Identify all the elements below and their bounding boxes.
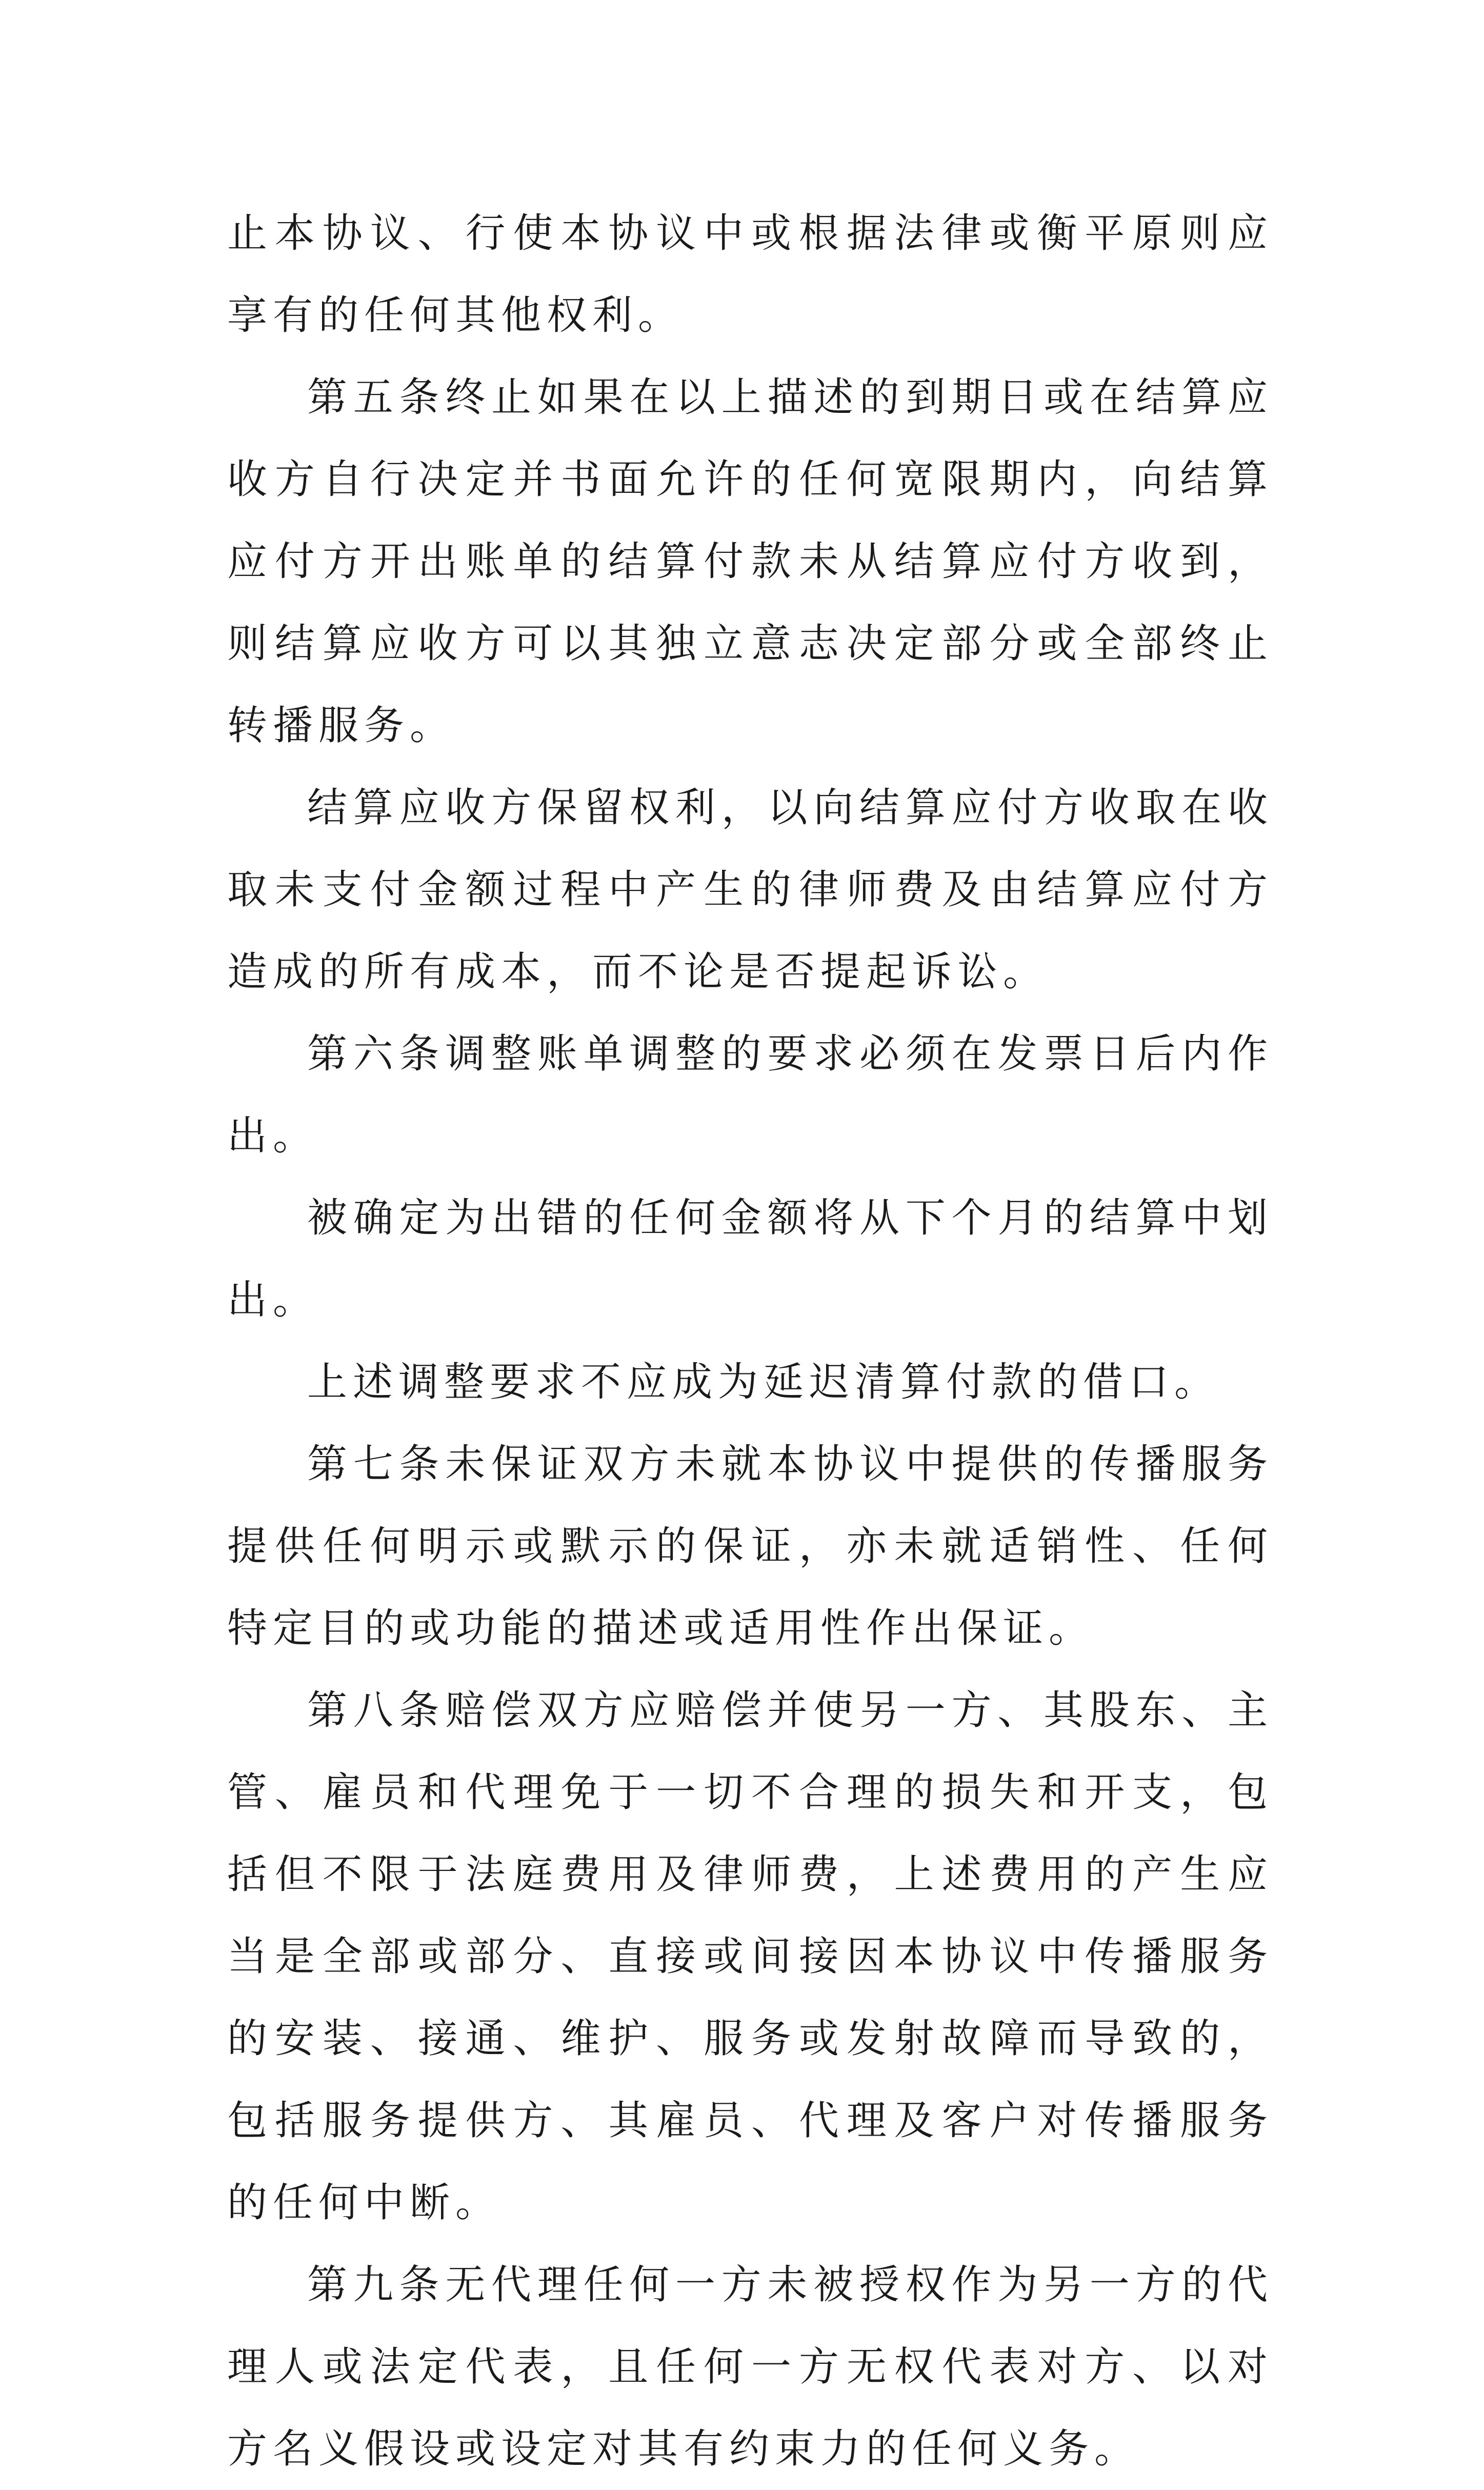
paragraph-article-8: 第八条赔偿双方应赔偿并使另一方、其股东、主管、雇员和代理免于一切不合理的损失和开支，包括但不限于法庭费用及律师费，上述费用的产生应当是全部或部分、直接或间接因本协议中传播服务的安装、接通、维护、服务或发射故障而导致的，包括服务提供方、其雇员、代理及客户对传播服务的任何中断。 bbox=[227, 1687, 1273, 2226]
paragraph-continuation: 止本协议、行使本协议中或根据法律或衡平原则应享有的任何其他权利。 bbox=[227, 210, 1273, 338]
paragraph-article-6: 第六条调整账单调整的要求必须在发票日后内作出。 bbox=[227, 1031, 1273, 1159]
paragraph-article-5: 第五条终止如果在以上描述的到期日或在结算应收方自行决定并书面允许的任何宽限期内，向结算应付方开出账单的结算付款未从结算应付方收到，则结算应收方可以其独立意志决定部分或全部终止转播服务。 bbox=[227, 374, 1273, 749]
paragraph-article-6-delay: 上述调整要求不应成为延迟清算付款的借口。 bbox=[307, 1359, 1220, 1405]
document-page bbox=[227, 192, 1273, 2490]
paragraph-article-9: 第九条无代理任何一方未被授权作为另一方的代理人或法定代表，且任何一方无权代表对方、以对方名义假设或设定对其有约束力的任何义务。 bbox=[227, 2262, 1273, 2472]
paragraph-article-6-errors: 被确定为出错的任何金额将从下个月的结算中划出。 bbox=[227, 1195, 1273, 1323]
paragraph-article-7: 第七条未保证双方未就本协议中提供的传播服务提供任何明示或默示的保证，亦未就适销性、任何特定目的或功能的描述或适用性作出保证。 bbox=[227, 1441, 1273, 1651]
paragraph-article-5-rights: 结算应收方保留权利，以向结算应付方收取在收取未支付金额过程中产生的律师费及由结算应付方造成的所有成本，而不论是否提起诉讼。 bbox=[227, 785, 1273, 995]
